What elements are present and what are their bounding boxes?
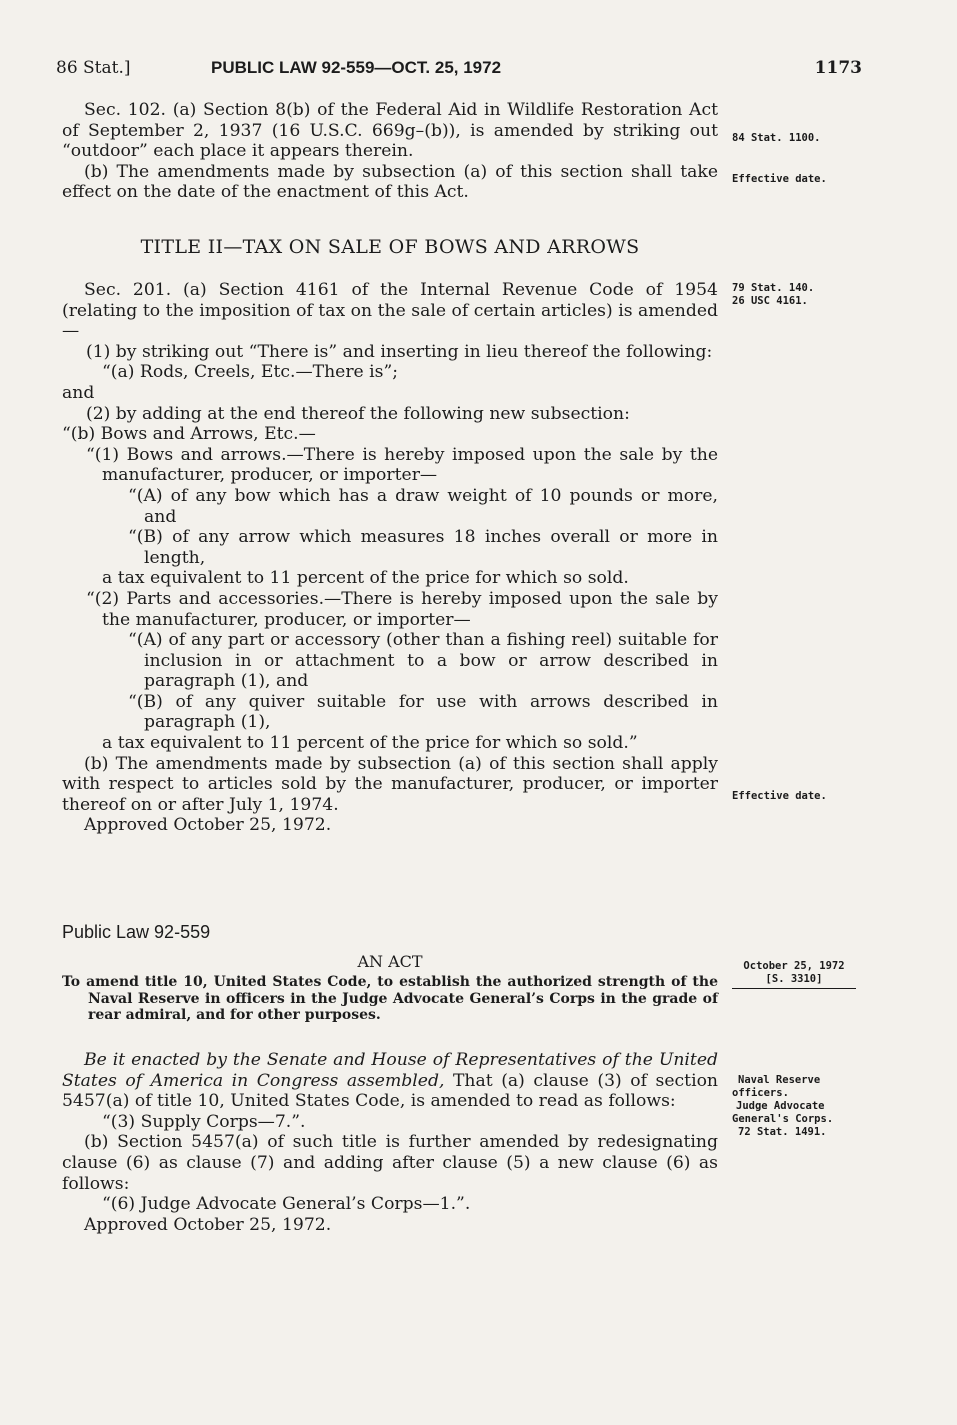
margin-text: Naval Reserve [738,1074,821,1086]
subsec-bows-heading: “(b) Bows and Arrows, Etc.— [62,424,316,445]
enacting-rest: That (a) clause (3) of section 5457(a) of title 10, United States Code, is amended to read as follows: [62,1070,718,1112]
para1-b-arrow: “(B) of any arrow which measures 18 inches overall or more in length, [128,527,718,568]
margin-text: officers. [732,1087,789,1099]
section-102 [62,100,718,203]
approved-line: Approved October 25, 1972. [84,815,332,836]
clause-3-supply: “(3) Supply Corps—7.”. [102,1111,306,1132]
margin-text: 79 Stat. 140. [732,282,815,294]
margin-note-effective-2 [732,790,862,803]
margin-text: Effective date. [732,173,827,185]
margin-text: 26 USC 4161. [732,295,808,307]
sec201-item1: (1) by striking out “There is” and inserting in lieu thereof the following: [86,341,713,362]
margin-note-code [732,282,862,308]
sec102-a: Sec. 102. (a) Section 8(b) of the Federal Aid in Wildlife Restoration Act of September 2, 1937 (16 U.S.C. 669g–(b)), is amended by striking out “outdoor” each place it appears therein. [62,100,718,162]
para2-b-quiver: “(B) of any quiver suitable for use with arrows described in paragraph (1), [128,691,718,733]
margin-text: Effective date. [732,790,827,802]
para2-parts: “(2) Parts and accessories.—There is hereby imposed upon the sale by the manufacturer, producer, or importer— [86,588,718,630]
para2-tax: a tax equivalent to 11 percent of the price for which so sold.” [102,733,638,754]
enacting-clause [62,1050,718,1112]
an-act-heading: AN ACT [357,952,423,971]
running-title: PUBLIC LAW 92-559—OCT. 25, 1972 [211,58,502,77]
margin-note-date [732,960,856,989]
margin-note-stat-1100 [732,132,862,145]
public-law-number: Public Law 92-559 [62,922,211,942]
page-header [56,58,862,84]
approved-line-2: Approved October 25, 1972. [84,1214,332,1235]
margin-text: General's Corps. [732,1113,834,1125]
bill-number: [S. 3310] [732,973,856,989]
sub-b-redesignate: (b) Section 5457(a) of such title is further amended by redesignating clause (6) as clause (7) and adding after clause (5) a new clause (6) as follows: [62,1132,718,1194]
act-purpose-text: To amend title 10, United States Code, to establish the authorized strength of the Naval Reserve in officers in the Judge Advocate General’s Corps in the grade of rear admiral, and for other purposes. [62,974,718,1023]
sec201-b-effective: (b) The amendments made by subsection (a) of this section shall apply with respect to articles sold by the manufacturer, producer, or importer thereof on or after July 1, 1974. [62,753,718,815]
margin-text: October 25, 1972 [743,960,845,972]
sec102-b: (b) The amendments made by subsection (a) of this section shall take effect on the date of the enactment of this Act. [62,161,718,203]
title-heading: TITLE II—TAX ON SALE OF BOWS AND ARROWS [140,236,640,258]
margin-text: 72 Stat. 1491. [738,1126,827,1138]
section-201 [62,280,718,836]
volume-reference: 86 Stat.] [56,58,131,78]
clause-6-jag: “(6) Judge Advocate General’s Corps—1.”. [102,1194,471,1215]
margin-note-effective-1 [732,173,862,186]
margin-text: Judge Advocate [736,1100,825,1112]
enacting-italic: Be it enacted by the Senate and House of Representatives of the United States of America in Congress assembled, [62,1050,718,1091]
para2-a-part: “(A) of any part or accessory (other than a fishing reel) suitable for inclusion in or attachment to a bow or arrow described in paragraph (1), and [128,630,718,692]
quote-rods: “(a) Rods, Creels, Etc.—There is”; [102,362,399,383]
para1-a-bow: “(A) of any bow which has a draw weight of 10 pounds or more, and [128,485,718,527]
margin-text: 84 Stat. 1100. [732,132,821,144]
pl-92-559-body [62,1050,718,1235]
act-purpose [62,974,718,1024]
para1-tax: a tax equivalent to 11 percent of the price for which so sold. [102,568,629,589]
sec201-intro: Sec. 201. (a) Section 4161 of the Internal Revenue Code of 1954 (relating to the imposition of tax on the sale of certain articles) is amended— [62,280,718,342]
and-word: and [62,382,95,403]
page-number: 1173 [814,58,862,78]
para1-bows: “(1) Bows and arrows.—There is hereby imposed upon the sale by the manufacturer, producer, or importer— [86,444,718,486]
sec201-item2: (2) by adding at the end thereof the following new subsection: [86,403,630,424]
margin-note-naval [732,1074,862,1139]
